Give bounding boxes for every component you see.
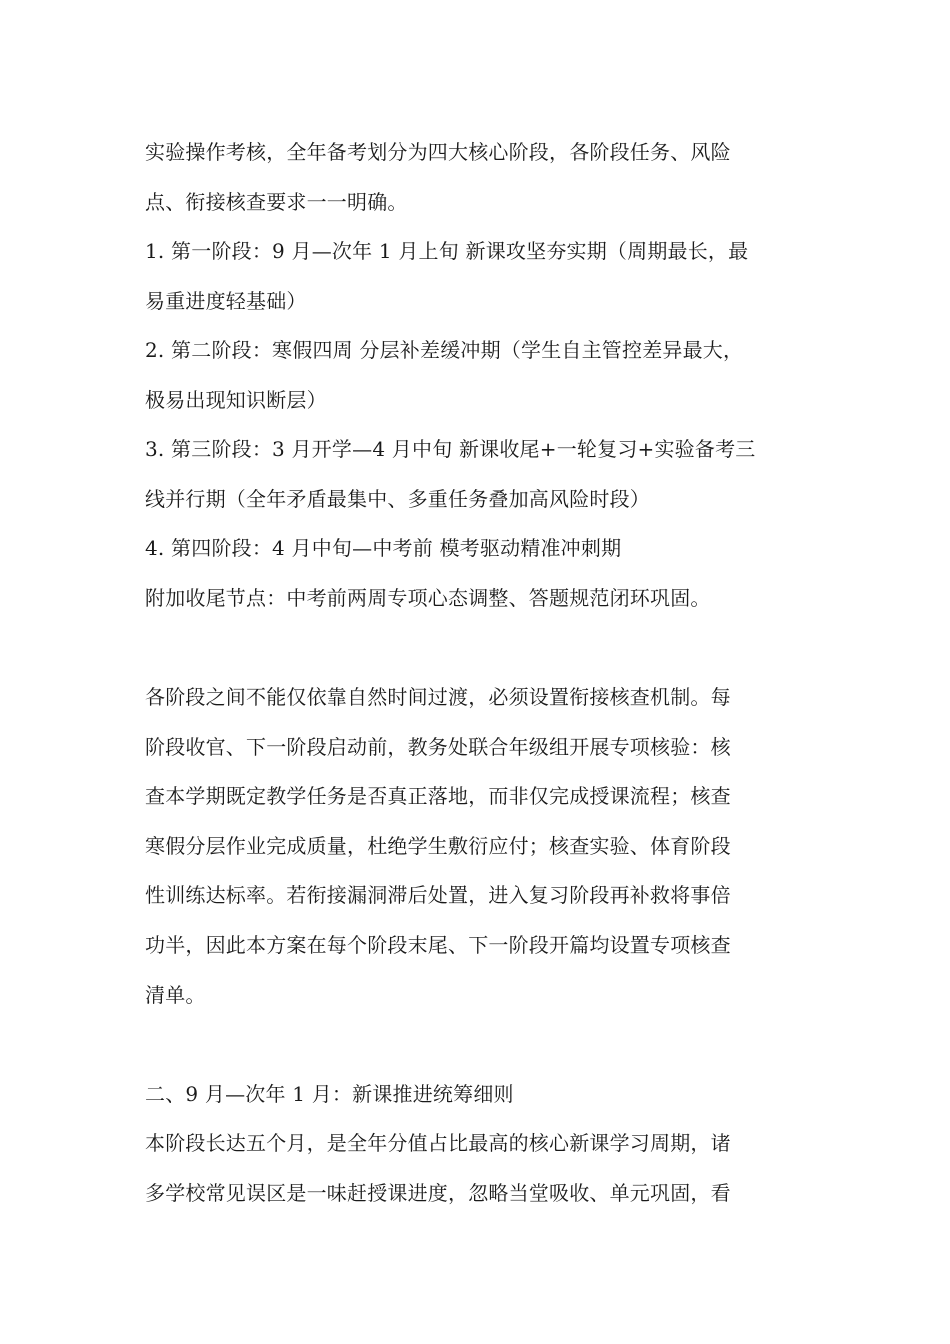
text-line: 线并行期（全年矛盾最集中、多重任务叠加高风险时段）: [145, 487, 650, 511]
text-line: 功半，因此本方案在每个阶段末尾、下一阶段开篇均设置专项核查: [145, 933, 731, 957]
section-heading: 二、9 月—次年 1 月：新课推进统筹细则: [145, 1082, 514, 1106]
text-line: 4. 第四阶段：4 月中旬—中考前 模考驱动精准冲刺期: [145, 536, 622, 560]
text-line: 各阶段之间不能仅依靠自然时间过渡，必须设置衔接核查机制。每: [145, 685, 731, 709]
text-line: 1. 第一阶段：9 月—次年 1 月上旬 新课攻坚夯实期（周期最长，最: [145, 239, 749, 263]
text-line: 易重进度轻基础）: [145, 289, 307, 313]
text-line: 多学校常见误区是一味赶授课进度，忽略当堂吸收、单元巩固，看: [145, 1181, 731, 1205]
text-line: 阶段收官、下一阶段启动前，教务处联合年级组开展专项核验：核: [145, 735, 731, 759]
text-line: 附加收尾节点：中考前两周专项心态调整、答题规范闭环巩固。: [145, 586, 711, 610]
text-line: 寒假分层作业完成质量，杜绝学生敷衍应付；核查实验、体育阶段: [145, 834, 731, 858]
text-line: 点、衔接核查要求一一明确。: [145, 190, 408, 214]
text-line: 极易出现知识断层）: [145, 388, 327, 412]
text-line: 实验操作考核，全年备考划分为四大核心阶段，各阶段任务、风险: [145, 140, 731, 164]
text-line: 性训练达标率。若衔接漏洞滞后处置，进入复习阶段再补救将事倍: [145, 883, 731, 907]
text-line: 3. 第三阶段：3 月开学—4 月中旬 新课收尾+一轮复习+实验备考三: [145, 437, 756, 461]
text-line: 清单。: [145, 983, 206, 1007]
text-line: 本阶段长达五个月，是全年分值占比最高的核心新课学习周期，诸: [145, 1131, 731, 1155]
text-line: 查本学期既定教学任务是否真正落地，而非仅完成授课流程；核查: [145, 784, 731, 808]
text-line: 2. 第二阶段：寒假四周 分层补差缓冲期（学生自主管控差异最大，: [145, 338, 744, 362]
